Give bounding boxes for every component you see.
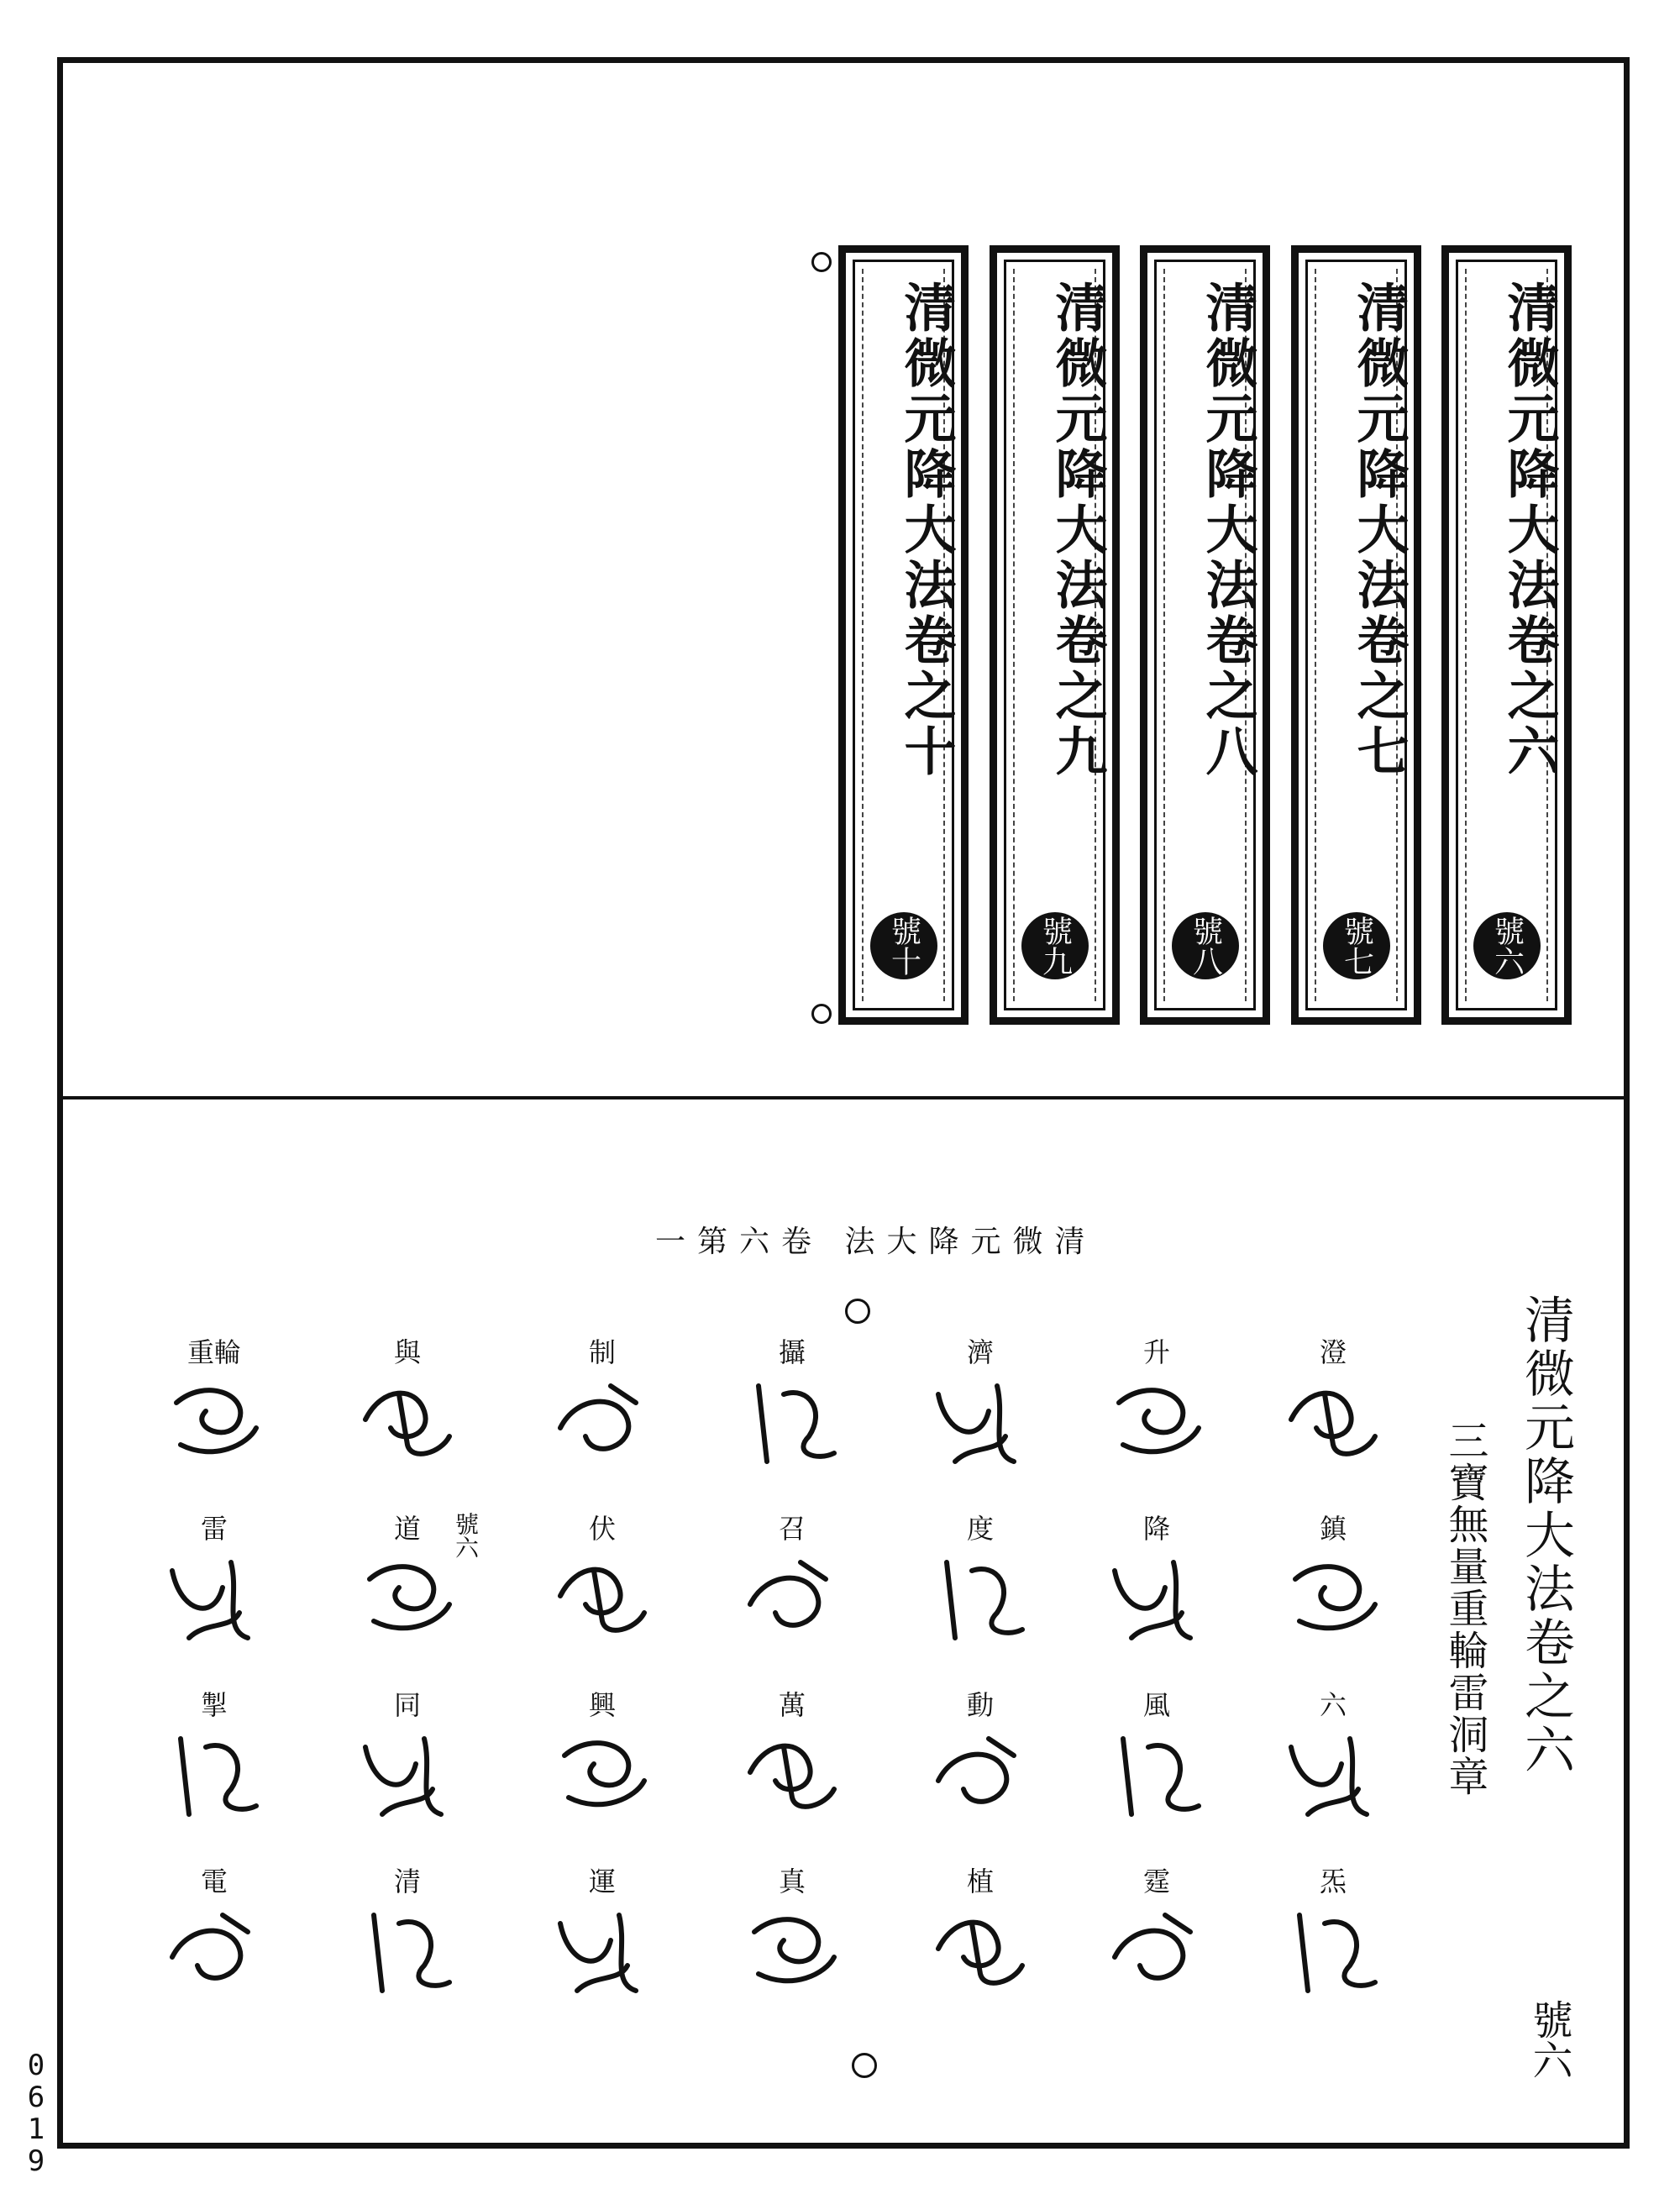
glyph-label: 伏 (588, 1513, 616, 1545)
talisman-glyph (1274, 1369, 1392, 1478)
book-cover-border (853, 260, 957, 1010)
book-cover-vol9 (990, 245, 1120, 1025)
glyph-cell (151, 1336, 277, 1512)
talisman-glyph (543, 1722, 661, 1831)
glyph-label: 降 (1142, 1513, 1170, 1545)
glyph-cell (1094, 1865, 1220, 2041)
glyph-label: 風 (1142, 1689, 1170, 1721)
glyph-cell (344, 1688, 470, 1865)
glyph-label: 六 (1319, 1689, 1347, 1721)
glyph-label: 雷 (200, 1513, 228, 1545)
talisman-glyph (349, 1546, 466, 1655)
talisman-glyph (733, 1546, 851, 1655)
binding-hole (852, 2053, 877, 2078)
book-seal: 號六 (1473, 912, 1541, 979)
glyph-cell (539, 1512, 665, 1688)
book-title: 清微元降大法卷之八 (1197, 281, 1258, 779)
glyph-cell (729, 1865, 855, 2041)
glyph-label: 與 (393, 1336, 421, 1368)
glyph-cell (1270, 1865, 1396, 2041)
talisman-glyph (1098, 1369, 1215, 1478)
book-cover-border (1004, 260, 1108, 1010)
glyph-label: 濟 (966, 1336, 994, 1368)
talisman-glyph (349, 1369, 466, 1478)
glyph-cell (729, 1336, 855, 1512)
talisman-glyph (155, 1369, 273, 1478)
glyph-column (539, 1336, 665, 2041)
page-title: 清微元降大法卷之六 (1516, 1294, 1575, 1777)
page-number: 0619 (27, 2049, 45, 2178)
glyph-cell (1094, 1336, 1220, 1512)
glyph-label: 植 (966, 1866, 994, 1897)
page-divider (57, 1096, 1630, 1100)
talisman-glyph (921, 1546, 1039, 1655)
glyph-column (344, 1336, 470, 2041)
glyph-label: 道 (393, 1513, 421, 1545)
talisman-glyph (1098, 1722, 1215, 1831)
glyph-label: 制 (588, 1336, 616, 1368)
book-title: 清微元降大法卷之七 (1348, 281, 1410, 779)
book-title: 清微元降大法卷之六 (1499, 281, 1560, 779)
glyph-column (1270, 1336, 1396, 2041)
talisman-glyph (543, 1898, 661, 2007)
glyph-label: 炁 (1319, 1866, 1347, 1897)
binding-hole (845, 1299, 870, 1324)
talisman-glyph (921, 1722, 1039, 1831)
talisman-glyph (1098, 1898, 1215, 2007)
glyph-column (917, 1336, 1043, 2041)
talisman-glyph (1274, 1898, 1392, 2007)
talisman-glyph (543, 1369, 661, 1478)
book-covers-panel (0, 0, 1680, 1092)
glyph-label: 度 (966, 1513, 994, 1545)
glyph-label: 興 (588, 1689, 616, 1721)
glyph-cell (1270, 1336, 1396, 1512)
glyph-label: 掣 (200, 1689, 228, 1721)
glyph-label: 澄 (1319, 1336, 1347, 1368)
glyph-cell (729, 1512, 855, 1688)
glyph-column (1094, 1336, 1220, 2041)
glyph-cell (1270, 1512, 1396, 1688)
talisman-glyph (349, 1722, 466, 1831)
talisman-glyph (733, 1722, 851, 1831)
book-seal: 號八 (1172, 912, 1239, 979)
talisman-glyph (543, 1546, 661, 1655)
glyph-cell (917, 1865, 1043, 2041)
glyph-cell (151, 1512, 277, 1688)
glyph-cell (1094, 1688, 1220, 1865)
book-cover-border (1154, 260, 1256, 1010)
talisman-glyph (733, 1898, 851, 2007)
glyph-label: 攝 (778, 1336, 806, 1368)
glyph-column (151, 1336, 277, 2041)
book-title: 清微元降大法卷之九 (1047, 281, 1108, 779)
glyph-label: 鎮 (1319, 1513, 1347, 1545)
talisman-glyph (733, 1369, 851, 1478)
book-seal: 號十 (870, 912, 937, 979)
talisman-glyph (155, 1546, 273, 1655)
glyph-cell (1094, 1512, 1220, 1688)
glyph-cell (729, 1688, 855, 1865)
glyph-cell (1270, 1688, 1396, 1865)
glyph-cell (344, 1336, 470, 1512)
volume-mark: 號六 (1525, 1999, 1572, 2080)
column-mark: 號六 (452, 1512, 480, 1559)
binding-tie-mark (811, 252, 832, 272)
talisman-glyph (1274, 1546, 1392, 1655)
section-title: 三寶無量重輪雷洞章 (1441, 1420, 1488, 1798)
talisman-glyph (921, 1369, 1039, 1478)
binding-tie-mark (811, 1004, 832, 1024)
glyph-cell (917, 1688, 1043, 1865)
glyph-label: 運 (588, 1866, 616, 1897)
glyph-cell (539, 1688, 665, 1865)
book-cover-border (1305, 260, 1410, 1010)
glyph-cell (151, 1865, 277, 2041)
glyph-label: 召 (778, 1513, 806, 1545)
glyph-label: 動 (966, 1689, 994, 1721)
glyph-label: 清 (393, 1866, 421, 1897)
glyph-cell (344, 1865, 470, 2041)
talisman-glyph (155, 1722, 273, 1831)
glyph-label: 霆 (1142, 1866, 1170, 1897)
glyph-label: 真 (778, 1866, 806, 1897)
glyph-label: 萬 (778, 1689, 806, 1721)
book-seal: 號七 (1323, 912, 1390, 979)
talisman-glyph (1098, 1546, 1215, 1655)
book-cover-vol6 (1441, 245, 1572, 1025)
book-cover-vol10 (838, 245, 969, 1025)
book-title: 清微元降大法卷之十 (895, 281, 957, 779)
glyph-label: 重輪 (186, 1336, 241, 1368)
running-head: 一第六卷 法大降元微清 (655, 1225, 1097, 1259)
book-cover-border (1456, 260, 1560, 1010)
glyph-column (729, 1336, 855, 2041)
talisman-glyph (921, 1898, 1039, 2007)
glyph-cell (539, 1865, 665, 2041)
glyph-cell (917, 1512, 1043, 1688)
glyph-cell (344, 1512, 470, 1688)
book-cover-vol7 (1291, 245, 1421, 1025)
talisman-glyph (349, 1898, 466, 2007)
glyph-label: 同 (393, 1689, 421, 1721)
glyph-label: 升 (1142, 1336, 1170, 1368)
talisman-glyph (155, 1898, 273, 2007)
talisman-glyph (1274, 1722, 1392, 1831)
glyph-cell (539, 1336, 665, 1512)
book-seal: 號九 (1021, 912, 1089, 979)
glyph-label: 電 (200, 1866, 228, 1897)
glyph-cell (151, 1688, 277, 1865)
book-cover-vol8 (1140, 245, 1270, 1025)
glyph-cell (917, 1336, 1043, 1512)
